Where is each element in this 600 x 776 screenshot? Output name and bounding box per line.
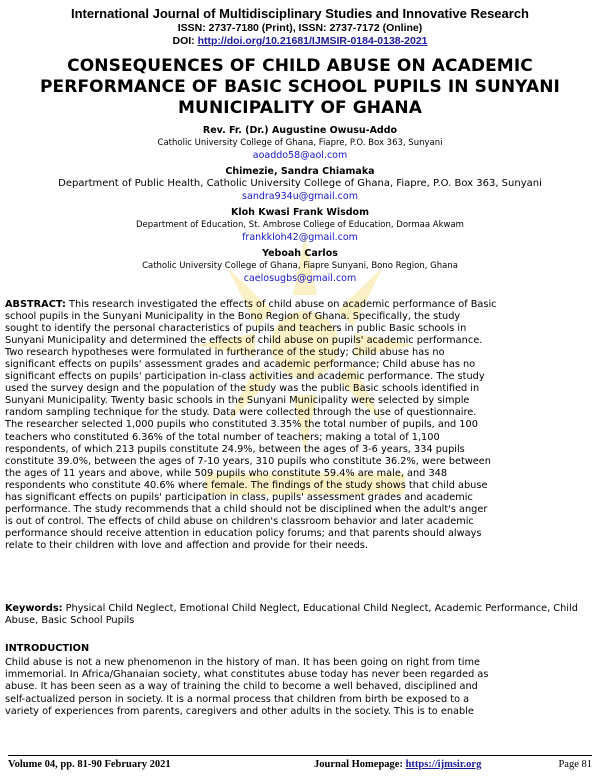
abstract-line: respondents who constitute 40.6% where female. The findings of the study shows that child abuse bbox=[5, 479, 488, 491]
intro-line: Child abuse is not a new phenomenon in the history of man. It has been going on right from time bbox=[5, 657, 480, 668]
intro-line: abuse. It has been seen as a way of training the child to become a well behaved, disciplined and bbox=[5, 681, 478, 693]
abstract-line: teachers who constituted 6.36% of the total number of teachers; making a total of 1,100 bbox=[5, 431, 440, 443]
footer-divider bbox=[8, 755, 592, 756]
author-block bbox=[0, 124, 600, 162]
page-footer bbox=[8, 755, 592, 775]
author-affiliation: Department of Public Health, Catholic University College of Ghana, Fiapre, P.O. Box 363, Sunyani bbox=[58, 178, 542, 189]
keywords bbox=[5, 603, 594, 627]
title-line-3: MUNICIPALITY OF GHANA bbox=[178, 98, 422, 118]
issn-line: ISSN: 2737-7180 (Print), ISSN: 2737-7172 (Online) bbox=[177, 22, 423, 34]
author-name: Rev. Fr. (Dr.) Augustine Owusu-Addo bbox=[202, 125, 398, 136]
abstract-line: constitute 39.0%, between the ages of 7-10 years, 310 pupils who constitute 36.2%, were between bbox=[5, 455, 491, 467]
abstract-line-text: This research investigated the effects of child abuse on academic performance of Basic bbox=[65, 299, 497, 310]
abstract-line: significant effects on pupils' participation in-class activities and academic performance. The study bbox=[5, 371, 485, 383]
abstract-label: ABSTRACT: bbox=[5, 299, 66, 310]
author-affiliation: Catholic University College of Ghana, Fiapre Sunyani, Bono Region, Ghana bbox=[142, 261, 458, 271]
intro-line: self-actualized person in society. It is a normal process that children from birth be exposed to a bbox=[5, 693, 470, 705]
author-affiliation: Department of Education, St. Ambrose College of Education, Dormaa Akwam bbox=[136, 220, 464, 230]
author-email[interactable]: caelosugbs@gmail.com bbox=[243, 273, 357, 284]
abstract bbox=[5, 299, 594, 552]
abstract-line: Two research hypotheses were formulated in furtherance of the study; Child abuse has no bbox=[5, 347, 445, 359]
homepage-link[interactable]: https://ijmsir.org bbox=[405, 759, 482, 770]
abstract-line: the ages of 11 years and above, while 509 pupils who constitute 59.4% are male, and 348 bbox=[5, 467, 448, 479]
intro-line: variety of experiences from parents, caregivers and other adults in the society. This is to enable bbox=[5, 705, 474, 717]
introduction-heading: INTRODUCTION bbox=[5, 643, 90, 654]
abstract-line: Sunyani Municipality. Twenty basic schools in the Sunyani Municipality were selected by simple bbox=[5, 395, 470, 407]
abstract-line: has significant effects on pupils' participation in class, pupils' assessment grades and academic bbox=[5, 491, 473, 503]
abstract-line: Sunyani Municipality and determined the effects of child abuse on pupils' academic performance. bbox=[5, 335, 483, 347]
abstract-line: respondents, of which 213 pupils constitute 24.9%, between the ages of 3-6 years, 334 pupils bbox=[5, 443, 465, 455]
author-email[interactable]: aoaddo58@aol.com bbox=[252, 150, 348, 161]
abstract-line: used the survey design and the population of the study was the public Basic schools identified in bbox=[5, 383, 480, 395]
author-name: Yeboah Carlos bbox=[262, 248, 338, 259]
homepage-info bbox=[314, 759, 481, 770]
keywords-label: Keywords: bbox=[5, 603, 63, 614]
abstract-line: The researcher selected 1,000 pupils who constituted 3.35% the total number of pupils, and 100 bbox=[5, 419, 478, 431]
abstract-line: performance. The study recommends that a child should not be disciplined when the adult's anger bbox=[5, 503, 488, 515]
author-affiliation: Catholic University College of Ghana, Fiapre, P.O. Box 363, Sunyani bbox=[157, 138, 443, 148]
author-name: Chimezie, Sandra Chiamaka bbox=[225, 166, 375, 177]
abstract-line: is out of control. The effects of child abuse on children's classroom behavior and later academic bbox=[5, 515, 474, 527]
page-number: Page 81 bbox=[558, 759, 592, 770]
author-list bbox=[0, 124, 600, 286]
doi-link[interactable]: http://doi.org/10.21681/IJMSIR-0184-0138-2021 bbox=[197, 35, 428, 47]
author-block bbox=[0, 165, 600, 203]
author-name: Kloh Kwasi Frank Wisdom bbox=[231, 207, 369, 218]
paper-title bbox=[40, 56, 560, 119]
abstract-line: performance should receive attention in education policy forums; and that parents should always bbox=[5, 527, 482, 539]
intro-line: immemorial. In Africa/Ghanaian society, what constitutes abuse today has never been regarded as bbox=[5, 669, 489, 681]
introduction-body bbox=[5, 657, 594, 718]
author-email[interactable]: sandra934u@gmail.com bbox=[242, 191, 358, 202]
title-line-1: CONSEQUENCES OF CHILD ABUSE ON ACADEMIC bbox=[67, 56, 533, 76]
abstract-line: relate to their children with love and affection and provide for their needs. bbox=[5, 539, 368, 551]
title-line-2: PERFORMANCE OF BASIC SCHOOL PUPILS IN SUNYANI bbox=[40, 77, 560, 97]
abstract-line: school pupils in the Sunyani Municipality in the Bono Region of Ghana. Specifically, the study bbox=[5, 311, 461, 323]
doi-line bbox=[0, 35, 600, 48]
abstract-line: sought to identify the personal characteristics of pupils and teachers in public Basic schools in bbox=[5, 323, 467, 335]
homepage-label: Journal Homepage: bbox=[314, 759, 406, 770]
author-block bbox=[0, 247, 600, 285]
abstract-line bbox=[5, 299, 594, 311]
abstract-line: significant effects on pupils' assessment grades and academic performance; Child abuse has no bbox=[5, 359, 476, 371]
doi-label: DOI: bbox=[172, 35, 198, 47]
journal-name: International Journal of Multidisciplinary Studies and Innovative Research bbox=[71, 6, 529, 21]
keywords-text: Physical Child Neglect, Emotional Child Neglect, Educational Child Neglect, Academic Performance, Child Abuse, Basic School Pupils bbox=[5, 603, 578, 627]
author-email[interactable]: frankkloh42@gmail.com bbox=[242, 232, 358, 243]
author-block bbox=[0, 206, 600, 244]
abstract-line: random sampling technique for the study. Data were collected through the use of questionnaire. bbox=[5, 407, 477, 419]
volume-info: Volume 04, pp. 81-90 February 2021 bbox=[8, 759, 171, 770]
journal-header bbox=[0, 6, 600, 48]
